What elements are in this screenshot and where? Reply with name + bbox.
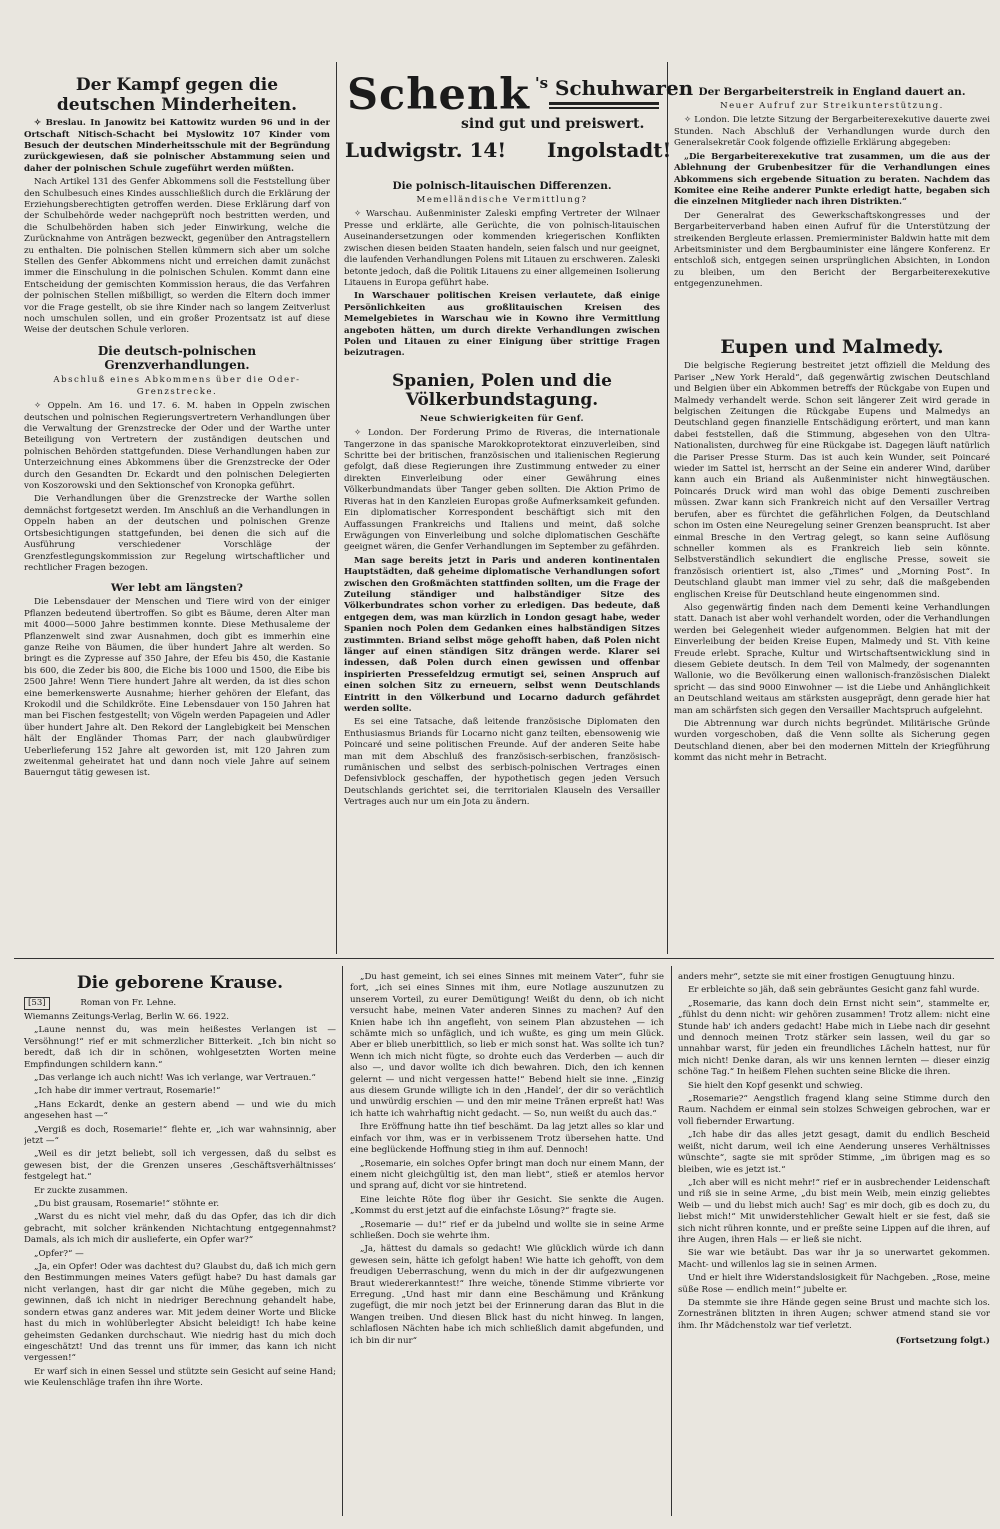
novel-column-1 [24,972,336,1516]
article-paragraph: ✧ Breslau. In Janowitz bei Kattowitz wurden 96 und in der Ortschaft Nitisch-Schacht bei Myslowitz 107 Kinder vom Besuch der deutschen Minderheitsschule mit der Begründung zurückgewiesen, daß sie polnischer Abstammung seien und daher der polnischen Schule zugeführt werden müßten. [24,118,330,174]
article-subtitle: Neue Schwierigkeiten für Genf. [420,413,584,424]
ad-address: Ludwigstr. 14! [345,138,507,162]
novel-publisher: Wiemanns Zeitungs-Verlag, Berlin W. 66. 1922. [24,1011,230,1022]
column-left-top [24,74,330,952]
novel-paragraph: „Ich habe dir immer vertraut, Rosemarie!“ [34,1086,221,1097]
article-paragraph: ✧ London. Die letzte Sitzung der Bergarbeiterexekutive dauerte zwei Stunden. Nach Abschluß der Verhandlungen wurde durch den Generalsekretär Cook folgende offizielle Erklärung abgegeben: [674,115,990,149]
article-paragraph: Man sage bereits jetzt in Paris und anderen kontinentalen Hauptstädten, daß geheime diplomatische Verhandlungen sofort zwischen den Großmächten stattfinden sollten, um die Frage der Zuteilung ständiger und halbständiger Sitze des Völkerbundrates schon vorher zu erledigen. Das bedeute, daß entgegen dem, was man kürzlich in London gesagt habe, weder Spanien noch Polen dem Gedanken eines halbständigen Sitzes zustimmten. Briand selbst möge gehofft haben, daß Polen nicht länger auf einen ständigen Sitz drängen werde. Klarer sei indessen, daß Polen durch einen gewissen und offenbar inspirierten Pressefeldzug ermutigt sei, seinen Anspruch auf einen solchen Sitz zu erneuern, selbst wenn Deutschlands Eintritt in den Völkerbund und Locarno dadurch gefährdet werden sollte. [344,555,660,714]
column-rule [336,62,337,954]
novel-continued-note: (Fortsetzung folgt.) [895,1336,990,1347]
column-rule [667,62,668,954]
column-middle-top [344,178,660,952]
novel-paragraph: Und er hielt ihre Widerstandslosigkeit für Nachgeben. „Rose, meine süße Rose — endlich mein!“ jubelte er. [678,1273,990,1295]
column-right-top [674,84,990,952]
article-paragraph: In Warschauer politischen Kreisen verlautete, daß einige Persönlichkeiten aus großlitauischen Kreisen des Memelgebietes in Warschau wie in Kowno ihre Vermittlung angeboten hätten, um durch direkte Verhandlungen zwischen Polen und Litauen zu einer Einigung über strittige Fragen beizutragen. [344,291,660,359]
ad-rule [549,102,659,105]
article-subtitle: Memelländische Vermittlung? [416,195,588,206]
novel-paragraph: „Warst du es nicht viel mehr, daß du das Opfer, das ich dir dich gebracht, mit solcher kränkenden Nichtachtung entgegennahmst? Damals, als ich mich dir auslieferte, ein Opfer war?“ [24,1212,336,1246]
novel-paragraph: Sie hielt den Kopf gesenkt und schwieg. [688,1080,863,1091]
article-title: Der Bergarbeiterstreik in England dauert an. [698,86,966,98]
article-paragraph: Die Verhandlungen über die Grenzstrecke der Warthe sollen demnächst fortgesetzt werden. Im Anschluß an die Verhandlungen in Oppeln haben an der deutschen und polnischen Grenze Ortsbesichtigungen stattgefunden, bei denen die sich auf die Ausführung verschiedener Vorschläge der Grenzfestlegungskommission zur Regelung wirtschaftlicher und rechtlicher Fragen bezogen. [24,494,330,573]
column-rule [342,966,343,1516]
ad-wares: Schuhwaren [555,76,694,100]
column-rule [671,966,672,1516]
article-paragraph: Nach Artikel 131 des Genfer Abkommens soll die Feststellung über den Schulbesuch eines Kindes ausschließlich durch die Erklärung der Erziehungsberechtigten getroffen werden. Diese Erklärung darf von der Schulbehörde weder nachgeprüft noch bestritten werden, und die Schulbehörden haben sich jeder Einwirkung, welche die Zurücknahme von Anträgen bezweckt, gegenüber den Antragstellern zu enthalten. Die polnischen Stellen kümmern sich aber um solche Stellen des Genfer Abkommens nicht und erreichen damit zunächst immer die Einschulung in die polnischen Schulen. Kommt dann eine Entscheidung der gemischten Kommission heraus, die das Verfahren der polnischen Stellen mißbilligt, so werden die Eltern doch immer vor die Frage gestellt, ob sie ihre Kinder nach so langem Zeitverlust noch umschulen sollen, und ein großer Prozentsatz ist auf diese Weise der deutschen Schule verloren. [24,177,330,336]
novel-paragraph: „Ich aber will es nicht mehr!“ rief er in ausbrechender Leidenschaft und riß sie in seine Arme, „du bist mein Weib, mein einzig geliebtes Weib — und du liebst mich auch! Sag' es mir doch, gib es doch zu, du liebst mich!“ Mit unwiderstehlicher Gewalt hielt er sie fest, daß sie sich nicht rühren konnte, und er preßte seine Lippen auf die ihren, auf ihre Augen, ihren Hals — er ließ sie nicht. [678,1177,990,1245]
novel-paragraph: Sie war wie betäubt. Das war ihr ja so unerwartet gekommen. Macht- und willenlos lag sie in seinen Armen. [678,1248,990,1270]
article-title: Wer lebt am längsten? [111,582,243,595]
article-paragraph: ✧ Warschau. Außenminister Zaleski empfing Vertreter der Wilnaer Presse und erklärte, alle Gerüchte, die von polnisch-litauischen Auseinandersetzungen oder kommenden kriegerischen Konflikten zwischen diesen beiden Staaten handeln, seien falsch und nur geeignet, die laufenden Verhandlungen Polens mit Litauen zu erschweren. Zaleski betonte jedoch, daß die Politik Litauens zu einer allgemeinen Isolierung Litauens in Europa geführt habe. [344,209,660,288]
ad-rule [549,107,659,109]
novel-title: Die geborene Krause. [76,973,284,993]
novel-paragraph: „Rosemarie — du!“ rief er da jubelnd und wollte sie in seine Arme schließen. Doch sie wehrte ihm. [350,1219,664,1241]
novel-paragraph: „Ja, ein Opfer! Oder was dachtest du? Glaubst du, daß ich mich gern den Bestimmungen meines Vaters gefügt habe? Du hast damals gar nicht verlangen, hast dir gar nicht die Mühe gegeben, mich zu gewinnen, daß ich nicht in niedriger Berechnung gehandelt habe, sondern etwas ganz anderes war. Mit jedem deiner Worte und Blicke hast du mich in wohlüberlegter Absicht beleidigt! Ich habe keine geheimsten Gedanken durchschaut. Wie niedrig hast du mich doch eingeschätzt! Und das trennt uns für immer, das kann ich nicht vergessen!“ [24,1262,336,1364]
ad-brand: Schenk [347,70,530,120]
novel-paragraph: „Rosemarie, das kann doch dein Ernst nicht sein“, stammelte er, „fühlst du denn nicht: wir gehören zusammen! Trotz allem: nicht eine Stunde hab' ich anders gedacht! Habe mich in Liebe nach dir gesehnt und dennoch meinen Trotz stärker sein lassen, weil du gar so unnahbar warst, für jeden ein freundliches Lächeln hattest, nur für mich nicht! Denke daran, als wir uns kennen lernten — dieser einzig schöne Tag.“ In heißem Flehen suchten seine Blicke die ihren. [678,998,990,1078]
novel-paragraph: anders mehr“, setzte sie mit einer frostigen Genugtuung hinzu. [678,972,955,982]
novel-paragraph: Ihre Eröffnung hatte ihn tief beschämt. Da lag jetzt alles so klar und einfach vor ihm, was er in verbissenem Trotz übersehen hatte. Und eine beglückende Hoffnung stieg in ihm auf. Dennoch! [350,1122,664,1156]
novel-paragraph: „Du hast gemeint, ich sei eines Sinnes mit meinem Vater“, fuhr sie fort, „ich sei eines Sinnes mit ihm, eure Notlage auszunutzen zu unserem Vorteil, zu eurer Demütigung! Weißt du denn, ob ich nicht versucht habe, meinen Vater anderen Sinnes zu machen? Auf den Knien habe ich ihn angefleht, von seinem Plan abzustehen — ich schämte mich so unfäglich, und ich wußte, es ging um mein Glück. Aber er blieb unerbittlich, so lieb er mich sonst hat. Was sollte ich tun? Wenn ich mich nicht fügte, so drohte euch das Verderben — auch dir also —, und davor wollte ich dich bewahren. Dich, den ich kennen gelernt — und nicht vergessen hatte!“ Bebend hielt sie inne. „Einzig aus diesem Grunde willigte ich in den ‚Handel‘, der dir so verächtlich und unwürdig erschien — und den mir meine Tränen erpreßt hat! Was ich hatte ich wahrhaftig nicht gedacht. — So, nun weißt du auch das.“ [350,972,664,1119]
novel-paragraph: Eine leichte Röte flog über ihr Gesicht. Sie senkte die Augen. „Kommst du erst jetzt auf die einfachste Lösung?“ fragte sie. [350,1194,664,1217]
novel-paragraph: „Das verlange ich auch nicht! Was ich verlange, war Vertrauen.“ [34,1072,316,1083]
ad-tagline: sind gut und preiswert. [461,116,645,132]
novel-column-3 [678,972,990,1516]
novel-paragraph: „Hans Eckardt, denke an gestern abend — und wie du mich angesehen hast —“ [24,1099,336,1122]
article-paragraph: ✧ London. Der Forderung Primo de Riveras, die internationale Tangerzone in das spanische Marokkoprotektorat einzuverleiben, sind Schritte bei der britischen, französischen und italienischen Regierung gefolgt, daß diese Regierungen ihre Zustimmung entweder zu einer direkten Einverleibung oder einer Gewährung eines Völkerbundmandats über Tanger geben sollten. Die Aktion Primo de Riveras hat in den Kanzleien Europas große Aufmerksamkeit gefunden. Ein diplomatischer Korrespondent beschäftigt sich mit den Auffassungen Frankreichs und Italiens und meint, daß solche Erwägungen von Einverleibung und solche diplomatischen Geschäfte geeignet wären, die Genfer Verhandlungen im September zu gefährden. [344,428,660,553]
article-subtitle: Abschluß eines Abkommens über die Oder-Grenzstrecke. [53,375,301,397]
novel-paragraph: „Rosemarie, ein solches Opfer bringt man doch nur einem Mann, der einem nicht gleichgültig ist, den man liebt“, stieß er atemlos hervor und sprang auf, dicht vor sie hintretend. [350,1158,664,1192]
novel-paragraph: „Weil es dir jetzt beliebt, soll ich vergessen, daß du selbst es gewesen bist, der die Grenzen unseres ‚Geschäftsverhältnisses‘ festgelegt hat.“ [24,1149,336,1183]
article-title: Eupen und Malmedy. [720,335,944,358]
ad-city: Ingolstadt! [547,138,672,162]
section-rule [14,958,994,959]
novel-paragraph: „Ich habe dir das alles jetzt gesagt, damit du endlich Bescheid weißt, nicht darum, weil ich eine Aenderung unseres Verhältnisses wünschte“, sagte sie mit spröder Stimme, „im übrigen mag es so bleiben, wie es jetzt ist.“ [678,1130,990,1175]
ad-brand-suffix: 's [535,74,549,92]
novel-byline: Roman von Fr. Lehne. [80,997,177,1008]
article-title: Spanien, Polen und die Völkerbundstagung. [392,370,612,411]
article-paragraph: ✧ Oppeln. Am 16. und 17. 6. M. haben in Oppeln zwischen deutschen und polnischen Regierungsvertretern Verhandlungen über die Verwaltung der Grenzstrecke der Oder und der Warthe unter Beteiligung von Vertretern der zuständigen deutschen und polnischen Behörden stattgefunden. Diese Verhandlungen haben zur Unterzeichnung eines Abkommens über die Grenzstrecke der Oder durch den Gesandten Dr. Eckardt und den polnischen Delegierten von Koszorowski und den Sektionschef von Kronopka geführt. [24,401,330,492]
article-paragraph: Also gegenwärtig finden nach dem Dementi keine Verhandlungen statt. Danach ist aber wohl verhandelt worden, oder die Verhandlungen werden bei Gelegenheit wieder aufgenommen. Belgien hat mit der Einverleibung der beiden Kreise Eupen, Malmedy und St. Vith keine Freude erlebt. Sprache, Kultur und Wirtschaftsentwicklung sind in diesem Gebiete deutsch. In dem Teil von Malmedy, der sogenannten Wallonie, wo die Bevölkerung einen wallonisch-französischen Dialekt spricht — das sind 9000 Einwohner — ist die Liebe und Anhänglichkeit an Deutschland weitaus am stärksten ausgeprägt, denn gerade hier hat man am schärfsten sich gegen den Versailler Machtspruch aufgelehnt. [674,602,990,716]
novel-installment-number: [53] [24,997,50,1010]
article-paragraph: Es sei eine Tatsache, daß leitende französische Diplomaten den Enthusiasmus Briands für Locarno nicht ganz teilten, ebensowenig wie Poincaré und seine politischen Freunde. Auf der anderen Seite habe man mit dem Abschluß des französisch-serbischen, französisch-rumänischen und selbst des serbisch-polnischen Vertrages einen Defensivblock geschaffen, der hypothetisch gegen jeden Versuch Deutschlands gerichtet sei, die territorialen Klauseln des Versailler Vertrages auch nur um ein Jota zu ändern. [344,717,660,808]
novel-paragraph: „Du bist grausam, Rosemarie!“ stöhnte er. [34,1199,220,1210]
article-paragraph: Die Lebensdauer der Menschen und Tiere wird von der einiger Pflanzen bedeutend übertroffen. So gibt es Bäume, deren Alter man mit 4000—5000 Jahre bestimmen konnte. Diese Methusaleme der Pflanzenwelt sind zwar Ausnahmen, doch gibt es immerhin eine ganze Reihe von Bäumen, die über hundert Jahre alt werden. So bringt es die Zypresse auf 350 Jahre, der Efeu bis 450, die Kastanie bis 600, die Zeder bis 800, die Eiche bis 1000 und 1500, die Eibe bis 2500 Jahre! Wenn Tiere hundert Jahre alt werden, da ist dies schon eine bemerkenswerte Ausnahme; hierher gehören der Elefant, das Krokodil und die Schildkröte. Eine Lebensdauer von 150 Jahren hat man bei Fischen festgestellt; von Vögeln werden Papageien und Adler über hundert Jahre alt. Den Rekord der Langlebigkeit bei Menschen hält der Engländer Thomas Parr, der nach glaubwürdiger Ueberlieferung 152 Jahre alt geworden ist, mit 120 Jahren zum zweitenmal geheiratet hat und dann noch viele Jahre auf seinem Bauerngut tätig gewesen ist. [24,597,330,779]
novel-paragraph: Er zuckte zusammen. [34,1185,128,1196]
article-title: Die polnisch-litauischen Differenzen. [392,180,612,192]
novel-paragraph: Er warf sich in einen Sessel und stützte sein Gesicht auf seine Hand; wie Keulenschläge trafen ihn ihre Worte. [24,1366,336,1389]
novel-paragraph: „Ja, hättest du damals so gedacht! Wie glücklich würde ich dann gewesen sein, hätte ich gefolgt haben! Wie hatte ich gehofft, von dem freudigen Ueberraschung, wenn du mich in der dir aufgezwungenen Braut wiedererkanntest!“ Ihre weiche, tönende Stimme vibrierte vor Erregung. „Und hast mir dann eine Beschämung und Kränkung zugefügt, die mir noch jetzt bei der Erinnerung daran das Blut in die Wangen treiben. Und diesen Blick hast du nicht hinweg. In langen, schlaflosen Nächten habe ich mich schließlich damit abgefunden, und ich bin dir nur“ [350,1244,664,1346]
article-subtitle: Neuer Aufruf zur Streikunterstützung. [720,101,944,112]
article-paragraph: Die belgische Regierung bestreitet jetzt offiziell die Meldung des Pariser „New York Herald“, daß gegenwärtig zwischen Deutschland und Belgien über ein Abkommen betreffs der Rückgabe von Eupen und Malmedy verhandelt werde. Schon seit längerer Zeit wird gerade in belgischen Zeitungen die Rückgabe Eupens und Malmedys an Deutschland gegen finanzielle Entschädigung erörtert, und man kann dabei feststellen, daß die Stimmung, abgesehen von den Ultra-Nationalisten, durchweg für eine Rückgabe ist. Dagegen läuft natürlich die Pariser Presse Sturm. Das ist auch kein Wunder, seit Poincaré wieder im Sattel ist, herrscht an der Seine ein anderer Wind, darüber kann auch ein Briand als Außenminister nicht hinwegtäuschen. Poincarés Druck wird man wohl das obige Dementi zuschreiben müssen. Zwar kann sich Frankreich nicht auf den Versailler Vertrag berufen, aber es fürchtet die gefährlichen Folgen, da Deutschland schon im Osten eine Neuregelung seiner Grenzen beansprucht. Ist aber einmal Bresche in den Vertrag gelegt, so kann seine Auflösung schneller kommen als es Frankreich lieb sein könnte. Selbstverständlich sekundiert die englische Presse, soweit sie französisch orientiert ist, also „Times“ und „Morning Post“. In Deutschland glaubt man immer viel zu sehr, daß die maßgebenden englischen Kreise für Deutschland heute eingenommen sind. [674,361,990,600]
article-title: Die deutsch-polnischen Grenzverhandlungen. [97,343,257,372]
article-paragraph: Die Abtrennung war durch nichts begründet. Militärische Gründe wurden vorgeschoben, daß die Venn sollte als Sicherung gegen Deutschland dienen, aber bei den modernen Mitteln der Kriegführung kommt das nicht mehr in Betracht. [674,719,990,764]
novel-paragraph: „Vergiß es doch, Rosemarie!“ flehte er, „ich war wahnsinnig, aber jetzt —“ [24,1124,336,1147]
novel-paragraph: Da stemmte sie ihre Hände gegen seine Brust und machte sich los. Zornestränen blitzten in ihren Augen; schwer atmend stand sie vor ihm. Ihr Mädchenstolz war tief verletzt. [678,1297,990,1331]
novel-paragraph: Er erbleichte so jäh, daß sein gebräuntes Gesicht ganz fahl wurde. [688,985,980,996]
novel-paragraph: „Laune nennst du, was mein heißestes Verlangen ist — Versöhnung!“ rief er mit schmerzlicher Bitterkeit. „Ich bin nicht so beredt, daß ich dir in schönen, wohlgesetzten Worten meine Empfindungen schildern kann.“ [24,1025,336,1070]
article-paragraph: „Die Bergarbeiterexekutive trat zusammen, um die aus der Ablehnung der Grubenbesitzer für die Verhandlungen eines Abkommens sich ergebende Situation zu beraten. Nachdem das Komitee eine Reihe anderer Punkte erledigt hatte, begaben sich die einzelnen Mitglieder nach ihren Distrikten.“ [674,151,990,208]
shoe-advertisement [341,68,694,174]
article-title: Der Kampf gegen die deutschen Minderheiten. [56,75,298,115]
novel-header [24,997,336,1010]
article-paragraph: Der Generalrat des Gewerkschaftskongresses und der Bergarbeiterverband haben einen Aufruf für die Unterstützung der streikenden Bergleute erlassen. Premierminister Baldwin hatte mit dem Arbeitsminister und dem Bergbauminister eine längere Konferenz. Er entschloß sich, entgegen seinen ursprünglichen Absichten, in London zu bleiben, um den Bericht der Bergarbeiterexekutive entgegenzunehmen. [674,210,990,290]
novel-paragraph: „Rosemarie?“ Aengstlich fragend klang seine Stimme durch den Raum. Nachdem er einmal sein stolzes Schweigen gebrochen, war er voll fiebernder Erwartung. [678,1094,990,1127]
novel-paragraph: „Opfer?“ — [34,1248,84,1259]
novel-column-2 [350,972,664,1516]
